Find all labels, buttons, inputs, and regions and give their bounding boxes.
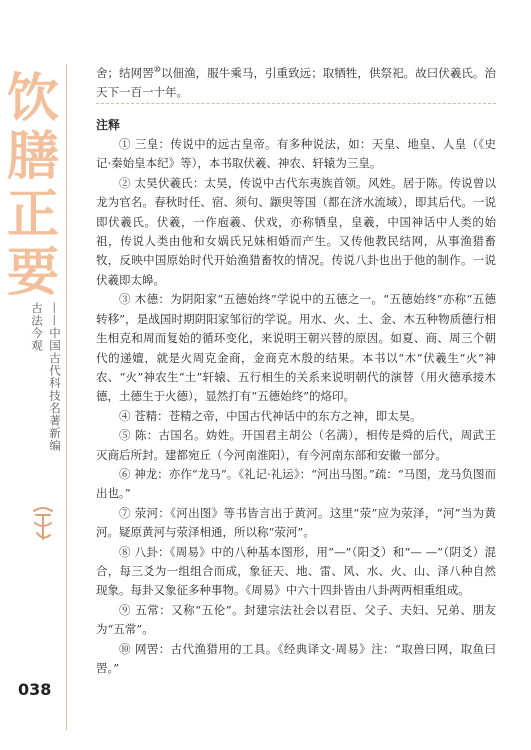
title-char: 膳 — [6, 127, 59, 187]
note-item: ④ 苍精：苍精之帝，中国古代神话中的东方之神，即太昊。 — [119, 408, 422, 423]
body-paragraph: 舍；结网罟⑩以佃渔，服牛乘马，引重致远；取牺牲，供祭祀。故曰伏羲氏。治天下一百一十年。 — [96, 65, 497, 100]
note-item: ⑥ 神龙：亦作“龙马”。《礼记·礼运》：“河出马图。”疏：“马图，龙马负图而出也。” — [96, 466, 496, 501]
main-content — [96, 60, 496, 678]
decorative-seal-icon — [30, 505, 56, 545]
notes-heading: 注释 — [96, 117, 121, 132]
note-item: ⑤ 陈：古国名。妫姓。开国君主胡公（名满），相传是舜的后代，周武王灭商后所封。建都宛丘（今河南淮阳），有今河南东部和安徽一部分。 — [96, 428, 496, 462]
note-item: ⑨ 五常：又称“五伦”。封建宗法社会以君臣、父子、夫妇、兄弟、朋友为“五常”。 — [96, 602, 496, 637]
title-char: 正 — [6, 185, 59, 245]
margin-rule — [66, 64, 67, 730]
dashed-separator — [96, 103, 496, 104]
title-char: 饮 — [6, 69, 59, 129]
note-item: ② 太昊伏羲氏：太昊，传说中古代东夷族首领。风姓。居于陈。传说曾以龙为官名。春秋时任、宿、须句、颛臾等国（都在济水流域），即其后代。一说即伏羲氏。伏羲，一作庖羲、伏戏，亦称牺皇，皇羲，中国神话中人类的始祖，传说人类由他和女娲氏兄妹相婚而产生。又传他教民结网，从事渔猎畜牧，反映中国原始时代开始渔猎畜牧的情况。传说八卦也出于他的制作。一说伏羲即太皞。 — [96, 175, 496, 287]
series-subtitle: ——中国古代科技名著新编 — [48, 302, 62, 452]
footnote-ref: ⑩ — [153, 65, 162, 74]
page-number: 038 — [18, 680, 52, 699]
note-item: ⑧ 八卦：《周易》中的八种基本图形，用“—”（阳爻）和“— —”（阴爻）混合，每三爻为一组组合而成，象征天、地、雷、风、水、火、山、泽八种自然现象。每卦又象征多种事物。《周易》中六十四卦皆由八卦两两相重组成。 — [96, 544, 496, 598]
note-item: ① 三皇：传说中的远古皇帝。有多种说法，如：天皇、地皇、人皇（《史记·秦始皇本纪》等），本书取伏羲、神农、轩辕为三皇。 — [96, 137, 496, 171]
note-item: ③ 木德：为阴阳家“五德始终”学说中的五德之一。“五德始终”亦称“五德转移”，是战国时期阴阳家邹衍的学说。用水、火、土、金、木五种物质德行相生相克和周而复始的循环变化，来说明王朝兴替的原因。如夏、商、周三个朝代的递嬗，就是火周克金商，金商克木殷的结果。本书以“木”伏羲生“火”神农、“火”神农生“土”轩辕、五行相生的关系来说明朝代的演替（用火德承接木德，土德生于火德），显然打有“五德始终”的烙印。 — [96, 292, 496, 404]
note-item: ⑩ 网罟：古代渔猎用的工具。《经典译文·周易》注：“取兽曰网，取鱼曰罟。” — [96, 641, 496, 676]
vertical-book-title — [4, 70, 62, 302]
note-item: ⑦ 荥河：《河出图》等书皆言出于黄河。这里“荥”应为荥泽，“河”当为黄河。疑原黄河与荥泽相通，所以称“荥河”。 — [96, 505, 496, 540]
title-char: 要 — [6, 243, 59, 303]
series-title: 古法今观 — [30, 302, 44, 352]
